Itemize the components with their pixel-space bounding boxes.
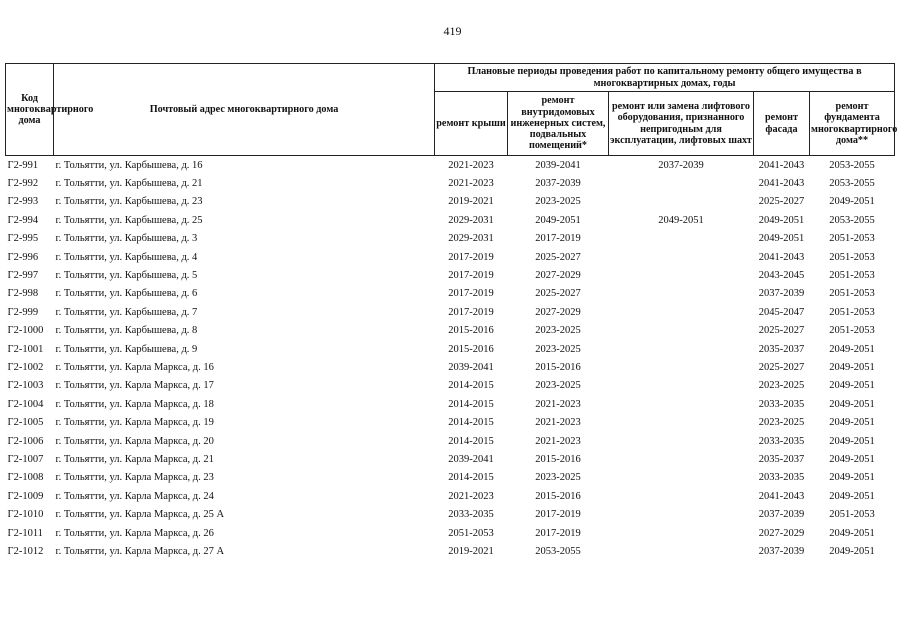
header-foundation: ремонт фундамента многоквартирного дома** — [810, 92, 895, 156]
row-elevator — [609, 230, 754, 248]
row-engineering: 2023-2025 — [535, 325, 581, 337]
row-roof: 2017-2019 — [448, 306, 494, 318]
row-address: г. Тольятти, ул. Карбышева, д. 7 — [55, 306, 198, 318]
row-roof: 2014-2015 — [448, 398, 494, 410]
row-engineering: 2023-2025 — [535, 196, 581, 208]
row-elevator — [609, 524, 754, 542]
row-code: Г2-994 — [7, 214, 39, 226]
row-foundation: 2051-2053 — [829, 306, 875, 318]
row-code: Г2-1006 — [7, 435, 44, 447]
row-facade: 2027-2029 — [758, 527, 805, 539]
table-row — [6, 322, 895, 340]
row-elevator — [609, 432, 754, 450]
row-elevator — [609, 487, 754, 505]
table-row — [6, 487, 895, 505]
table-row — [6, 395, 895, 413]
row-facade: 2035-2037 — [758, 453, 805, 465]
row-elevator — [609, 469, 754, 487]
row-elevator — [609, 450, 754, 468]
row-facade: 2033-2035 — [758, 435, 805, 447]
row-roof: 2014-2015 — [448, 380, 494, 392]
row-facade: 2041-2043 — [758, 490, 805, 502]
row-address: г. Тольятти, ул. Карбышева, д. 8 — [55, 325, 198, 337]
row-foundation: 2049-2051 — [829, 380, 875, 392]
table-row — [6, 193, 895, 211]
row-facade: 2037-2039 — [758, 509, 805, 521]
row-engineering: 2015-2016 — [535, 490, 581, 502]
row-elevator — [609, 285, 754, 303]
row-foundation: 2049-2051 — [829, 472, 875, 484]
row-roof: 2017-2019 — [448, 270, 494, 282]
row-facade: 2023-2025 — [758, 380, 805, 392]
row-foundation: 2049-2051 — [829, 453, 875, 465]
row-facade: 2049-2051 — [758, 233, 805, 245]
table-row — [6, 432, 895, 450]
row-roof: 2021-2023 — [448, 490, 494, 502]
header-elevator: ремонт или замена лифтового оборудования, признанного непригодным для эксплуатации, лифтовых шахт — [609, 92, 754, 156]
row-roof: 2021-2023 — [448, 178, 494, 190]
table-row — [6, 303, 895, 321]
table-row — [6, 542, 895, 560]
row-code: Г2-999 — [7, 306, 39, 318]
row-engineering: 2021-2023 — [535, 417, 581, 429]
row-facade: 2023-2025 — [758, 417, 805, 429]
row-foundation: 2053-2055 — [829, 178, 875, 190]
row-address: г. Тольятти, ул. Карбышева, д. 3 — [55, 233, 198, 245]
row-elevator — [609, 266, 754, 284]
row-engineering: 2039-2041 — [535, 159, 581, 171]
row-elevator — [609, 395, 754, 413]
header-periods: Плановые периоды проведения работ по капитальному ремонту общего имущества в многоквартирных домах, годы — [435, 64, 895, 92]
row-engineering: 2017-2019 — [535, 509, 581, 521]
table-row — [6, 266, 895, 284]
row-foundation: 2051-2053 — [829, 325, 875, 337]
row-code: Г2-997 — [7, 270, 39, 282]
table-row — [6, 450, 895, 468]
row-address: г. Тольятти, ул. Карла Маркса, д. 26 — [55, 527, 214, 539]
row-facade: 2043-2045 — [758, 270, 805, 282]
row-facade: 2037-2039 — [758, 545, 805, 557]
row-facade: 2049-2051 — [758, 214, 805, 226]
row-code: Г2-1012 — [7, 545, 44, 557]
row-code: Г2-1003 — [7, 380, 44, 392]
row-engineering: 2017-2019 — [535, 527, 581, 539]
row-facade: 2035-2037 — [758, 343, 805, 355]
row-code: Г2-993 — [7, 196, 39, 208]
row-elevator — [609, 505, 754, 523]
header-address: Почтовый адрес многоквартирного дома — [54, 64, 435, 156]
row-address: г. Тольятти, ул. Карла Маркса, д. 27 А — [55, 545, 225, 557]
row-code: Г2-1011 — [7, 527, 43, 539]
row-foundation: 2053-2055 — [829, 159, 875, 171]
row-roof: 2015-2016 — [448, 325, 494, 337]
row-engineering: 2053-2055 — [535, 545, 581, 557]
row-facade: 2025-2027 — [758, 325, 805, 337]
row-roof: 2019-2021 — [448, 196, 494, 208]
row-elevator — [609, 174, 754, 192]
row-engineering: 2021-2023 — [535, 435, 581, 447]
row-foundation: 2049-2051 — [829, 398, 875, 410]
table-row — [6, 174, 895, 192]
row-roof: 2039-2041 — [448, 453, 494, 465]
row-address: г. Тольятти, ул. Карбышева, д. 9 — [55, 343, 198, 355]
row-roof: 2015-2016 — [448, 343, 494, 355]
row-engineering: 2037-2039 — [535, 178, 581, 190]
row-address: г. Тольятти, ул. Карбышева, д. 4 — [55, 251, 198, 263]
row-foundation: 2049-2051 — [829, 417, 875, 429]
row-address: г. Тольятти, ул. Карбышева, д. 5 — [55, 270, 198, 282]
table-row — [6, 524, 895, 542]
row-facade: 2037-2039 — [758, 288, 805, 300]
table-row — [6, 340, 895, 358]
table-row — [6, 285, 895, 303]
row-roof: 2033-2035 — [448, 509, 494, 521]
row-roof: 2017-2019 — [448, 288, 494, 300]
row-roof: 2019-2021 — [448, 545, 494, 557]
row-facade: 2025-2027 — [758, 361, 805, 373]
row-foundation: 2051-2053 — [829, 251, 875, 263]
row-address: г. Тольятти, ул. Карла Маркса, д. 20 — [55, 435, 214, 447]
header-code: Код многоквартирного дома — [6, 64, 54, 156]
row-roof: 2017-2019 — [448, 251, 494, 263]
row-roof: 2014-2015 — [448, 435, 494, 447]
row-roof: 2039-2041 — [448, 361, 494, 373]
row-code: Г2-1004 — [7, 398, 44, 410]
row-foundation: 2053-2055 — [829, 214, 875, 226]
row-address: г. Тольятти, ул. Карла Маркса, д. 18 — [55, 398, 214, 410]
row-address: г. Тольятти, ул. Карбышева, д. 6 — [55, 288, 198, 300]
row-engineering: 2025-2027 — [535, 251, 581, 263]
row-elevator — [609, 542, 754, 560]
row-engineering: 2025-2027 — [535, 288, 581, 300]
row-foundation: 2051-2053 — [829, 288, 875, 300]
row-elevator — [609, 413, 754, 431]
row-code: Г2-995 — [7, 233, 39, 245]
table-row — [6, 469, 895, 487]
table-row — [6, 230, 895, 248]
row-code: Г2-992 — [7, 178, 39, 190]
row-code: Г2-998 — [7, 288, 39, 300]
row-foundation: 2049-2051 — [829, 196, 875, 208]
row-elevator — [609, 303, 754, 321]
row-elevator — [609, 322, 754, 340]
row-roof: 2029-2031 — [448, 233, 494, 245]
table-row — [6, 211, 895, 229]
table-row — [6, 248, 895, 266]
row-engineering: 2015-2016 — [535, 453, 581, 465]
row-address: г. Тольятти, ул. Карла Маркса, д. 24 — [55, 490, 214, 502]
row-elevator — [609, 340, 754, 358]
row-engineering: 2027-2029 — [535, 306, 581, 318]
row-code: Г2-996 — [7, 251, 39, 263]
row-roof: 2029-2031 — [448, 214, 494, 226]
header-roof: ремонт крыши — [435, 92, 508, 156]
row-elevator: 2049-2051 — [658, 214, 704, 226]
row-roof: 2014-2015 — [448, 417, 494, 429]
row-address: г. Тольятти, ул. Карла Маркса, д. 17 — [55, 380, 214, 392]
row-foundation: 2051-2053 — [829, 509, 875, 521]
table-row — [6, 377, 895, 395]
row-engineering: 2023-2025 — [535, 472, 581, 484]
row-foundation: 2049-2051 — [829, 545, 875, 557]
row-roof: 2021-2023 — [448, 159, 494, 171]
row-code: Г2-1007 — [7, 453, 44, 465]
row-foundation: 2049-2051 — [829, 343, 875, 355]
row-facade: 2025-2027 — [758, 196, 805, 208]
row-address: г. Тольятти, ул. Карбышева, д. 25 — [55, 214, 203, 226]
table-row — [6, 413, 895, 431]
row-code: Г2-991 — [7, 159, 39, 171]
row-engineering: 2023-2025 — [535, 343, 581, 355]
row-engineering: 2015-2016 — [535, 361, 581, 373]
row-roof: 2051-2053 — [448, 527, 494, 539]
row-foundation: 2049-2051 — [829, 361, 875, 373]
row-elevator — [609, 358, 754, 376]
row-facade: 2041-2043 — [758, 178, 805, 190]
row-engineering: 2027-2029 — [535, 270, 581, 282]
row-engineering: 2021-2023 — [535, 398, 581, 410]
table-row — [6, 505, 895, 523]
row-address: г. Тольятти, ул. Карла Маркса, д. 25 А — [55, 509, 225, 521]
row-facade: 2033-2035 — [758, 472, 805, 484]
row-foundation: 2049-2051 — [829, 490, 875, 502]
table-body — [6, 156, 895, 561]
row-code: Г2-1000 — [7, 325, 44, 337]
row-elevator — [609, 193, 754, 211]
row-foundation: 2049-2051 — [829, 435, 875, 447]
row-facade: 2041-2043 — [758, 159, 805, 171]
row-engineering: 2023-2025 — [535, 380, 581, 392]
row-address: г. Тольятти, ул. Карла Маркса, д. 21 — [55, 453, 214, 465]
row-code: Г2-1008 — [7, 472, 44, 484]
header-facade: ремонт фасада — [754, 92, 810, 156]
table-row — [6, 358, 895, 376]
row-address: г. Тольятти, ул. Карбышева, д. 23 — [55, 196, 203, 208]
row-address: г. Тольятти, ул. Карла Маркса, д. 23 — [55, 472, 214, 484]
table-row — [6, 156, 895, 175]
row-code: Г2-1010 — [7, 509, 44, 521]
repair-schedule-table — [5, 63, 898, 561]
row-address: г. Тольятти, ул. Карла Маркса, д. 16 — [55, 361, 214, 373]
row-roof: 2014-2015 — [448, 472, 494, 484]
row-facade: 2041-2043 — [758, 251, 805, 263]
row-elevator — [609, 377, 754, 395]
row-address: г. Тольятти, ул. Карла Маркса, д. 19 — [55, 417, 214, 429]
row-code: Г2-1002 — [7, 361, 44, 373]
row-address: г. Тольятти, ул. Карбышева, д. 16 — [55, 159, 203, 171]
row-code: Г2-1009 — [7, 490, 44, 502]
row-engineering: 2017-2019 — [535, 233, 581, 245]
header-engineering: ремонт внутридомовых инженерных систем, подвальных помещений* — [508, 92, 609, 156]
row-foundation: 2049-2051 — [829, 527, 875, 539]
row-elevator: 2037-2039 — [658, 159, 704, 171]
row-foundation: 2051-2053 — [829, 233, 875, 245]
row-code: Г2-1001 — [7, 343, 44, 355]
page-number: 419 — [443, 24, 462, 38]
row-code: Г2-1005 — [7, 417, 44, 429]
row-facade: 2033-2035 — [758, 398, 805, 410]
row-foundation: 2051-2053 — [829, 270, 875, 282]
row-facade: 2045-2047 — [758, 306, 805, 318]
row-address: г. Тольятти, ул. Карбышева, д. 21 — [55, 178, 203, 190]
row-elevator — [609, 248, 754, 266]
row-engineering: 2049-2051 — [535, 214, 581, 226]
